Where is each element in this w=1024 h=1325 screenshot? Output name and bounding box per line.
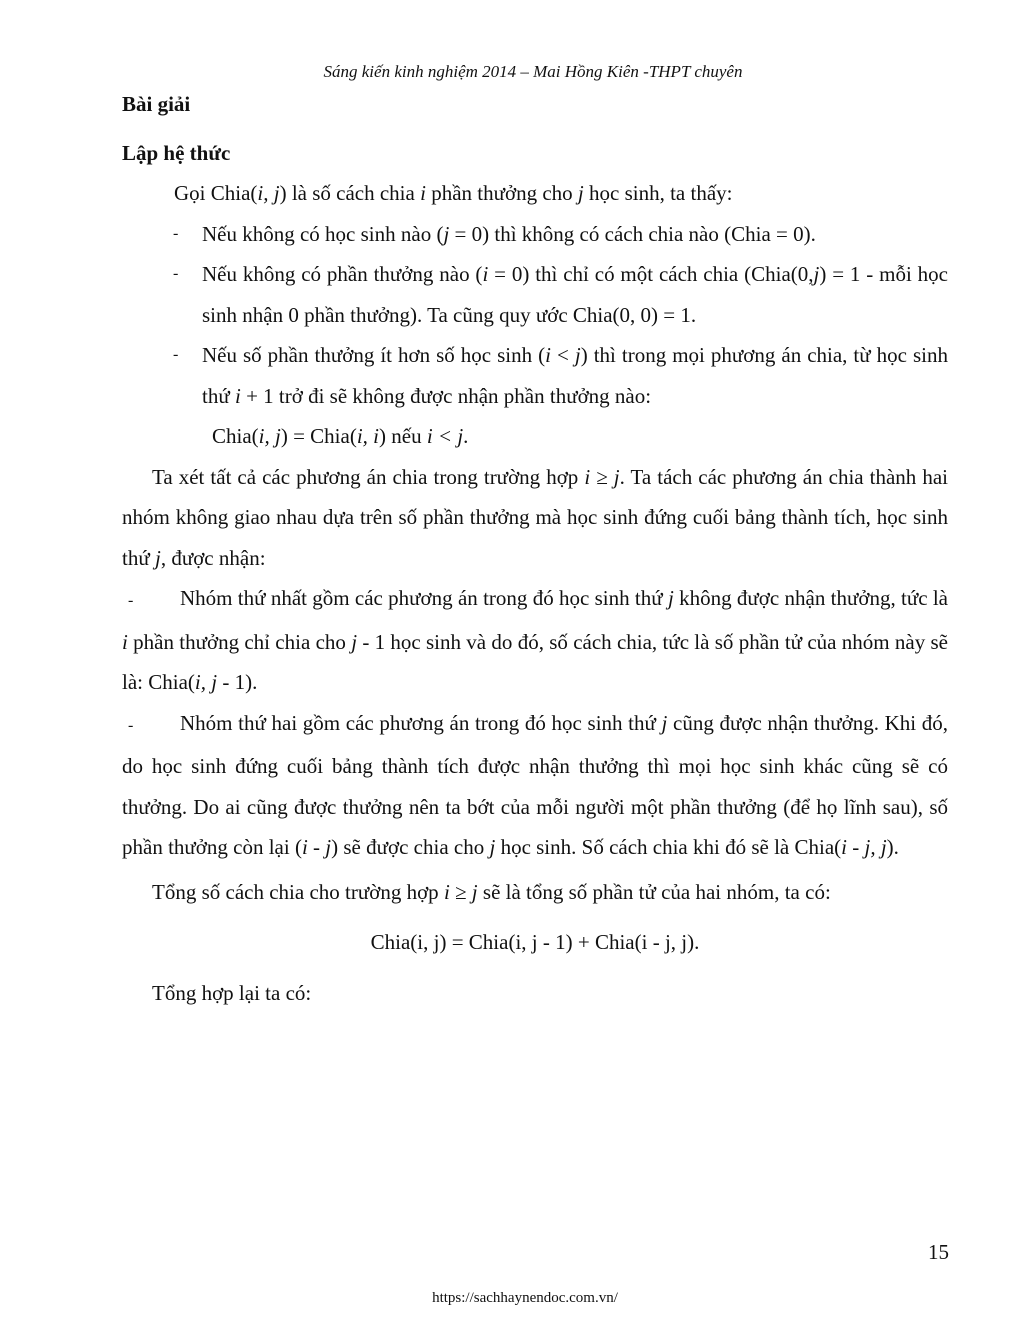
- heading-relation: Lập hệ thức: [122, 140, 231, 165]
- dash-marker: -: [173, 224, 179, 242]
- summary-paragraph: Tổng hợp lại ta có:: [152, 980, 312, 1005]
- footer-link[interactable]: https://sachhaynendoc.com.vn/: [432, 1290, 618, 1306]
- list-item: [122, 254, 948, 335]
- consider-paragraph: Ta xét tất cả các phương án chia trong trường hợp i ≥ j. Ta tách các phương án chia thành hai nhóm không giao nhau dựa trên số phần thưởng mà học sinh đứng cuối bảng thành tích, học sinh thứ j, được nhận:: [122, 464, 948, 570]
- dash-marker: -: [173, 346, 179, 363]
- page-content: [122, 84, 948, 1013]
- dash-marker: -: [128, 592, 134, 609]
- running-header: Sáng kiến kinh nghiệm 2014 – Mai Hồng Kiên -THPT chuyên: [323, 62, 743, 81]
- dash-marker: -: [173, 265, 179, 282]
- total-paragraph: Tổng số cách chia cho trường hợp i ≥ j sẽ là tổng số phần tử của hai nhóm, ta có:: [152, 879, 831, 904]
- group-one-paragraph: - Nhóm thứ nhất gồm các phương án trong đó học sinh thứ j không được nhận thưởng, tức là i phần thưởng chỉ chia cho j - 1 học sinh và do đó, số cách chia, tức là số phần tử của nhóm này sẽ là: Chia(i, j - 1).: [122, 578, 948, 703]
- list-item: [122, 214, 948, 255]
- intro-paragraph: Gọi Chia(i, j) là số cách chia i phần thưởng cho j học sinh, ta thấy:: [174, 181, 733, 205]
- group-two-paragraph: - Nhóm thứ hai gồm các phương án trong đó học sinh thứ j cũng được nhận thưởng. Khi đó, do học sinh đứng cuối bảng thành tích được nhận thưởng thì mọi học sinh khác cũng sẽ có thưởng. Do ai cũng được thưởng nên ta bớt của mỗi người một phần thưởng (để họ lĩnh sau), số phần thưởng còn lại (i - j) sẽ được chia cho j học sinh. Số cách chia khi đó sẽ là Chia(i - j, j).: [122, 703, 948, 868]
- bullet-text: Nếu số phần thưởng ít hơn số học sinh (i < j) thì trong mọi phương án chia, từ học sinh thứ i + 1 trở đi sẽ không được nhận phần thưởng nào:: [202, 343, 948, 408]
- spacer: [122, 125, 948, 133]
- list-item: [122, 335, 948, 416]
- formula-case-less: Chia(i, j) = Chia(i, i) nếu i < j.: [212, 424, 469, 448]
- bullet-text: Nếu không có học sinh nào (j = 0) thì không có cách chia nào (Chia = 0).: [202, 221, 816, 246]
- page-number: 15: [928, 1240, 949, 1264]
- bullet-text: Nếu không có phần thưởng nào (i = 0) thì chỉ có một cách chia (Chia(0,j) = 1 - mỗi học sinh nhận 0 phần thưởng). Ta cũng quy ước Chia(0, 0) = 1.: [202, 262, 948, 327]
- dash-marker: -: [128, 716, 134, 734]
- heading-solution: Bài giải: [122, 92, 191, 116]
- formula-recurrence: Chia(i, j) = Chia(i, j - 1) + Chia(i - j, j).: [370, 930, 700, 954]
